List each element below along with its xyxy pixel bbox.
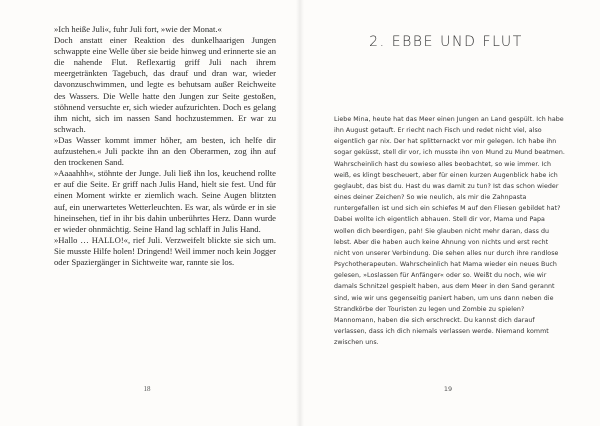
left-paragraph: »Das Wasser kommt immer höher, am besten, ich helfe dir aufzustehen.« Juli packte ihn an den Oberarmen, zog ihn auf den trockenen Sand. [54, 134, 276, 168]
diary-paragraph: Liebe Mina, heute hat das Meer einen Jungen an Land gespült. Ich habe ihn August getauft. Er riecht nach Fisch und redet nicht viel, also eigentlich gar nix. Der hat splitternackt vor mir gelegen. Ich habe ihn sogar geküsst, stell dir vor, ich musste ihn von Mund zu Mund beatmen. Wahrscheinlich hast du sowieso alles beobachtet, so wie immer. Ich weiß, es klingt bescheuert, aber für einen kurzen Augenblick habe ich geglaubt, das bist du. Hast du was damit zu tun? Ist das schon wieder eines deiner Zeichen? So wie neulich, als mir die Zahnpasta runtergefallen ist und sich ein schiefes M auf den Fliesen gebildet hat? Dabei wollte ich eigentlich abhauen. Stell dir vor, Mama und Papa wollen dich beerdigen, pah! Sie glauben nicht mehr daran, dass du lebst. Aber die haben auch keine Ahnung von nichts und erst recht nicht von unserer Verbindung. Die sehen alles nur durch ihre randlose Psychotherapeuten. Wahrscheinlich hat Mama wieder ein neues Buch gelesen, »Loslassen für Anfänger« oder so. Weißt du noch, wie wir damals Schnitzel gespielt haben, aus dem Meer in den Sand gerannt sind, wie wir uns gegenseitig paniert haben, um uns dann neben die Strandkörbe der Touristen zu legen und Zombie zu spielen? Mannomann, haben die sich erschreckt. Du kannst dich darauf verlassen, dass ich dich niemals verlassen werde. Niemand kommt zwischen uns. [334, 116, 565, 347]
diary-entry-text [334, 114, 566, 348]
left-paragraph: »Hallo … HALLO!«, rief Juli. Verzweifelt blickte sie sich um. Sie musste Hilfe holen! Dringend! Weil immer noch kein Jogger oder Spaziergänger in Sichtweite war, rannte sie los. [54, 234, 276, 267]
left-paragraph: Doch anstatt einer Reaktion des dunkelhaarigen Jungen schwappte eine Welle über sie beide hinweg und erinnerte sie an die nahende Flut. Reflexartig griff Juli nach ihrem meergetränkten Tagebuch, das drauf und dran war, wieder davonzuschwimmen, und legte es behutsam außer Reichweite des Wassers. Die Welle hatte den Jungen zur Seite gestoßen, stöhnend versuchte er, sich wieder aufzurichten. Doch es gelang ihm nicht, sich im nassen Sand hochzustemmen. Er war zu schwach. [54, 35, 276, 134]
chapter-title: 2. EBBE UND FLUT [369, 34, 523, 50]
right-page-number: 19 [443, 385, 453, 393]
left-body-text [54, 24, 276, 268]
book-gutter [296, 0, 304, 426]
left-paragraph: »Aaaahhh«, stöhnte der Junge. Juli ließ ihn los, keuchend rollte er auf die Seite. Er griff nach Julis Hand, hielt sie fest. Und für einen Moment wirkte er ziemlich wach. Seine Augen blitzten auf, ein unerwartetes Wetterleuchten. Es war, als würde er in sie hineinsehen, tief in ihr bis dahin unberührtes Herz. Dann wurde er wieder ohnmächtig. Seine Hand lag schlaff in Julis Hand. [54, 168, 276, 234]
left-page-number: 18 [143, 385, 151, 393]
left-paragraph: »Ich heiße Juli«, fuhr Juli fort, »wie der Monat.« [54, 24, 222, 34]
